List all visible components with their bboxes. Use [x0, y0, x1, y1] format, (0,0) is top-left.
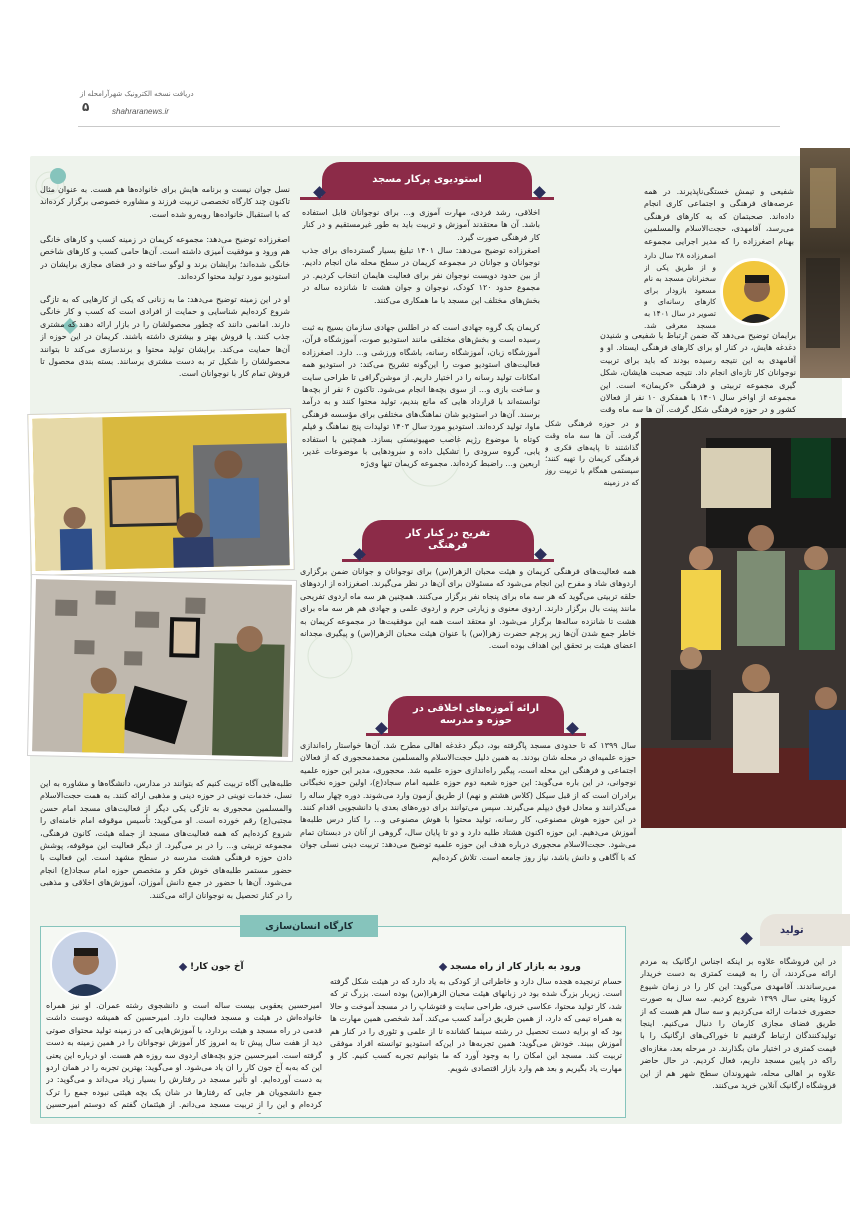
ethics-section-banner	[388, 696, 564, 734]
column-middle-paragraph-2: اصغرزاده توضیح می‌دهد: سال ۱۴۰۱ تبلیغ بسیار گسترده‌ای برای جذب نوجوانان و جوانان در مجموعه کریمان در سطح محله مان انجام دادیم. از بین حدود دویست نوجوان نفر برای فعالیت هایمان انتخاب کردیم. در مجموع حدود ۱۲۰ کودک، نوجوان و جوان هشت تا شانزده ساله در بخش‌های مختلف این مسجد با ما همکاری می‌کنند.	[302, 246, 540, 305]
portrait-amirhossein	[50, 930, 118, 998]
group-photo	[641, 418, 846, 828]
column-left-paragraph-3: او در این زمینه توضیح می‌دهد: ما به زنانی که یکی از کارهایی که به تازگی شروع کرده‌ایم شناسایی و حمایت از افرادی است که کسب و کار خانگی دارند. امانمی دانند که چطور محصولشان را در بازار ارائه دهند که مشتری جذب کنند. یا فروش بهتر و بیشتری داشته باشند. کریمان در این حوزه از آن‌ها حمایت می‌کند. برایشان تولید محتوا و برندسازی می‌کند تا بتوانند محصولشان را شکیل تر به دست مشتری برسانند. بسته بندی محصول تا فروش تمام کار با نوجوانان است.	[40, 295, 290, 379]
workshop-title: کارگاه انسان‌سازی	[265, 920, 353, 932]
portrait-asgharzadeh	[720, 258, 788, 326]
column-right-intro: شفیعی و تیمش خستگی‌ناپذیرند. در همه عرصه‌های فرهنگی و اجتماعی کاری انجام داده‌اند. صحبتمان که به کارهای فرهنگی می‌رسد، آقامهدی، حجت‌الاسلام والمسلمین بهنام اصغرزاده را که مدیر اجرایی مجموعه	[644, 187, 794, 246]
frames-photo	[28, 575, 296, 761]
workshop-title-ribbon	[240, 915, 378, 937]
column-right-paragraph-2: اصغرزاده ۲۸ سال دارد و از طریق یکی از سخنرانان مسجد به نام مسعود بازودار برای کارهای رسانه‌ای و تصویر در سال ۱۴۰۱ به مسجد معرفی شد.	[644, 251, 716, 330]
masthead-tagline: دریافت نسخه الکترونیک شهرآرامحله از	[80, 90, 194, 98]
masthead-divider	[78, 126, 780, 127]
page-number: ۵	[82, 100, 90, 114]
ethics-body: سال ۱۳۹۹ که تا حدودی مسجد پاگرفته بود، دیگر دغدغه اهالی مطرح شد. آن‌ها خواستار راه‌اندازی حوزه علمیه‌ای در محله شان بودند. به همین دلیل حجت‌الاسلام والمسلمین محمدمحجوری که از فعالان اجتماعی و فرهنگی این محله است، پیگیر راه‌اندازی حوزه علمیه شد. محجوری، مدیر این حوزه علمیه نوجوانی، در این باره می‌گوید: این حوزه شعبه دوم حوزه علمیه امام سجاد(ع)، اولین حوزه نخبگانی برادران است که از قبل سیکل (کلاس هشتم و نهم) از طریق آزمون وارد می‌شوند. دوره چهار ساله را می‌گذرانند و معادل فوق دیپلم می‌گیرند. سپس می‌توانند برای دوره‌های بعدی یا دانشجویی اقدام کنند. در این حوزه هوش مصنوعی، کار رسانه، تولید محتوا با هوش مصنوعی و... را کنار درس طلبه‌ها آموزش می‌دهیم. این حوزه اکنون هشتاد طلبه دارد و دو تا پایان سال، گروهی از آنان در دبستان تمام می‌شود. حجت‌الاسلام محجوری درباره هدف این حوزه علمیه توضیح می‌دهد: تربیت دینی نسلی جوان که با آگاهی و دانش باشد، نیاز روز جامعه است. تلاش کرده‌ایم	[300, 741, 636, 862]
production-title: تولید	[780, 924, 804, 936]
mosque-interior-photo	[800, 148, 850, 378]
leisure-section-banner	[362, 520, 534, 560]
workshop-right-heading: ورود به بازار کار از راه مسجد	[440, 960, 620, 974]
studio-section-banner	[322, 162, 532, 198]
ethics-section-title: ارائه آموزه‌های اخلاقی در حوزه و مدرسه	[412, 703, 540, 726]
production-body: در این فروشگاه علاوه بر اینکه اجناس ارگانیک به مردم ارائه می‌کردند، آن را به قیمت کمتری به دست خریدار می‌رساندند. آقامهدی می‌گوید: این کار را در زمان شیوع کرونا یعنی سال ۱۳۹۹ شروع کردیم. سه سال به صورت حضوری خدمات ارائه می‌کردیم و سه سال هم هست که از طریق فضای مجازی کارمان را دنبال می‌کنیم. اینجا تولیدکنندگان ارتباط گرفتیم تا خوراکی‌های ارگانیک را با قیمت کمتری در اختیار مان بگذارند. در مرحله بعد، مغازه‌ای راکه در پایین مسجد داریم، فعال کردیم. در حال حاضر علاوه بر اهالی محله، شهروندان سطح شهر هم از این فروشگاه ارگانیک آنلاین خرید می‌کنند.	[640, 957, 836, 1091]
studio-photo	[28, 409, 294, 575]
column-left-intro: نسل جوان نیست و برنامه هایش برای خانواده‌ها هم هست. به عنوان مثال تاکنون چند کارگاه تخصصی تربیت فرزند و مشاوره خصوصی برگزار کرده‌اند که با استقبال خانواده‌ها روبه‌رو شده است.	[40, 185, 290, 219]
ethics-banner-underline	[366, 733, 586, 736]
ethics-left-column: طلبه‌هایی آگاه تربیت کنیم که بتوانند در مدارس، دانشگاه‌ها و مشاوره به این نسل، خدمات نوینی در حوزه دینی و مذهبی ارائه کنند. به همت حجت‌الاسلام والمسلمین محجوری به تازگی یکی دیگر از فعالیت‌های مسجد امام حسن مجتبی(ع) رقم خورده است. او می‌گوید: تأسیس موقوفه امام خامنه‌ای را شروع کرده‌ایم که همه فعالیت‌های مسجد از جمله هیئت، کانون فرهنگی، مجموعه تربیتی و... را در بر می‌گیرد. از دیگر فعالیت این موقوفه، پوشش دادن حوزه فرهنگی هشت مدرسه در سطح مشهد است. این فعالیت با حضور مستمر طلبه‌های خوش فکر و متخصص حوزه امام سجاد(ع) انجام می‌شود. آن‌ها با حضور در جمع دانش آموزان، آموزش‌های اخلاقی و مذهبی را در کنار تحصیل به نوجوانان ارائه می‌کنند.	[40, 779, 292, 900]
teal-ornament-icon	[50, 168, 66, 184]
studio-section-title: استودیوی پرکار مسجد	[372, 174, 482, 185]
column-right-paragraph-3: برایمان توضیح می‌دهد که ضمن ارتباط با شفیعی و شنیدن دغدغه هایش، در کنار او برای کارهای فرهنگی ایستاد. او و آقامهدی به این نتیجه رسیده بودند که باید برای تربیت نوجوانان کار تازه‌ای انجام داد. نتیجه صحبت هایشان، شکل گیری مجموعه تربیتی و فرهنگی «کریمان» است. این مجموعه از اواخر سال ۱۴۰۱ با همفکری ۱۰ نفر از فعالان کشور و در حوزه فرهنگی شکل گرفت. آن ها سه ماه وقت	[600, 331, 796, 415]
website-url[interactable]: shahraranews.ir	[112, 107, 169, 116]
workshop-right-body: حسام ترنجیده هجده سال دارد و خاطراتی از کودکی به یاد دارد که در هیئت شکل گرفته است. زیربار بزرگ شده بود در زبانهای هیئت محبان الزهرا(س) بوده است. بزرگ تر که شد، کار تولید محتوا، عکاسی خبری، طراحی سایت و فتوشاپ را در مسجد آموخت و حالا به همراه تیمی که دارد، از همین طریق درآمد کسب می‌کند. آمد شخصی همین مهارت ها بود که او برایه دست تحصیل در رشته سینما کشانده تا از علمی و تئوری را در کنار هم آموزش ببیند. خودش می‌گوید: همین تجربه‌ها در این‌که استودیو توانسته افراد موفقی تربیت کند. مسجد این امکان را به وجود آورد که ما بتوانیم تجربه کسب کنیم. کار و مهارت یاد بگیریم و بعد هم وارد بازار اقتصادی شویم.	[330, 977, 622, 1073]
column-middle-paragraph-3: کریمان یک گروه جهادی است که در اطلس جهادی سازمان بسیج به ثبت رسیده است و بخش‌های مختلفی مانند استودیو صوت، آموزشگاه قرآن، آموزشگاه زبان، آموزشگاه رسانه، باشگاه ورزشی و... دارد. اصغرزاده فعالیت‌های استودیو صوت را این‌گونه تشریح می‌کند: در استودیو همه امکانات تولید رسانه را در اختیار داریم. از موشن‌گرافی تا طراحی سایت و ساخت بازی و... از سوی بچه‌ها انجام می‌شود. تاکنون ۶ نفر از بچه‌ها توانسته‌اند با قرارداد هایی که مانع بندیم، تولید محتوا کنند و به درآمد برسند. آن‌ها در استودیو شان نماهنگ‌های مختلفی برای مؤسسه فرهنگی ماوا، تولید کرده‌اند. استودیو مورد سال ۱۴۰۳ تولیدات پنج نماهنگ و فیلم کوتاه با موضوع رژیم غاصب صهیونیستی بسازد. همچنین با استفاده یابی، گروه سرودی را تشکیل داده و سرودهایی با موضوعات غدیر، اربعین و... راضبط کرده‌اند. مجموعه کریمان تنها وی‌ژه	[302, 323, 540, 469]
workshop-left-body: امیرحسین یعقوبی بیست ساله است و دانشجوی رشته عمران. او نیز همراه خانواده‌اش در هیئت و مسجد فعالیت دارد. امیرحسین که همیشه دوست داشت قدمی در راه مسجد و هیئت بردارد، با آموزش‌هایی که در زمینه تولید محتوای صوتی دید از هفت سال پیش تا به امروز کار آموزش نوجوانان را در همین زمینه به دست گرفته است. امیرحسین جزو بچه‌های اردوی سه روزه هم هست. او درباره این یعنی این که به‌به آخ جون کار را ان یاد می‌شود. او می‌گوید: بهترین تجربه را در همان اردو به دست آورده‌ایم. او تأثیر مسجد در رفتارش را بسیار زیاد می‌داند و می‌گوید: در جمع دانشجویان هر جایی که رفتارها در شان یک بچه هیئتی نبوده جمع را ترک کرده‌ام و این را از تربیت مسجد می‌دانم. از هیئتمان گفتم که دوستم امیرحسین	[46, 1001, 322, 1110]
workshop-left-heading: آخ جون کار!	[180, 960, 320, 974]
column-middle-intro: اخلاقی، رشد فردی، مهارت آموزی و... برای نوجوانان قابل استفاده باشد. آن ها معتقدند آموزش و تربیت باید به طور غیرمستقیم و در کنار کار فرهنگی صورت گیرد.	[302, 208, 540, 242]
leisure-banner-underline	[342, 559, 554, 562]
leisure-body: همه فعالیت‌های فرهنگی کریمان و هیئت محبان الزهرا(س) برای نوجوانان و جوانان ضمن برگزاری اردوهای شاد و مفرح این انجام می‌شود که مسئولان برای آن‌ها در نظر می‌گیرند. اصغرزاده از اردوهای حلقه تربیتی می‌گوید که هر سه ماه برای پنجاه نفر برگزار می‌کنند. همچنین هر سه ماه اردوی تفریحی مانند پینت بال برگزار دارند. اردوی معنوی و زیارتی حرم و اردوی علمی و جهادی هم هر سه ماه برای هشت تا شانزده ساله‌ها برگزار می‌شود. او معتقد است همه این موفقیت‌ها در مجموعه کریمان به خاطر جمع شدن آن‌ها زیر پرچم حضرت زهرا(س) با عنوان هیئت محبان الزهرا(س) و پیگیری مجدانه اعضای هیئت بر تحقق این اهداف بوده است.	[300, 567, 636, 651]
bullet-icon	[439, 963, 447, 971]
masthead	[0, 0, 858, 140]
studio-banner-underline	[300, 197, 554, 200]
leisure-section-title: تفریح در کنار کار فرهنگی	[405, 528, 491, 551]
column-left-paragraph-2: اصغرزاده توضیح می‌دهد: مجموعه کریمان در زمینه کسب و کارهای خانگی هم ورود و موفقیت آمیزی داشته است. آن‌ها حامی کسب و کارهای شاخص خانگی شده‌اند؛ برایشان برند و لوگو ساخته و در فضای مجازی برایشان در استودیو مورد تولید محتوا کرده‌اند.	[40, 235, 290, 282]
production-banner	[760, 914, 850, 946]
bullet-icon	[179, 963, 187, 971]
column-right-paragraph-3-cont: و در حوزه فرهنگی شکل گرفت. آن ها سه ماه وقت گذاشتند تا پایه‌های فکری و فرهنگی کریمان را تهیه کنند؛ سیستمی همگام با تربیت روز که در زمینه	[545, 419, 639, 487]
